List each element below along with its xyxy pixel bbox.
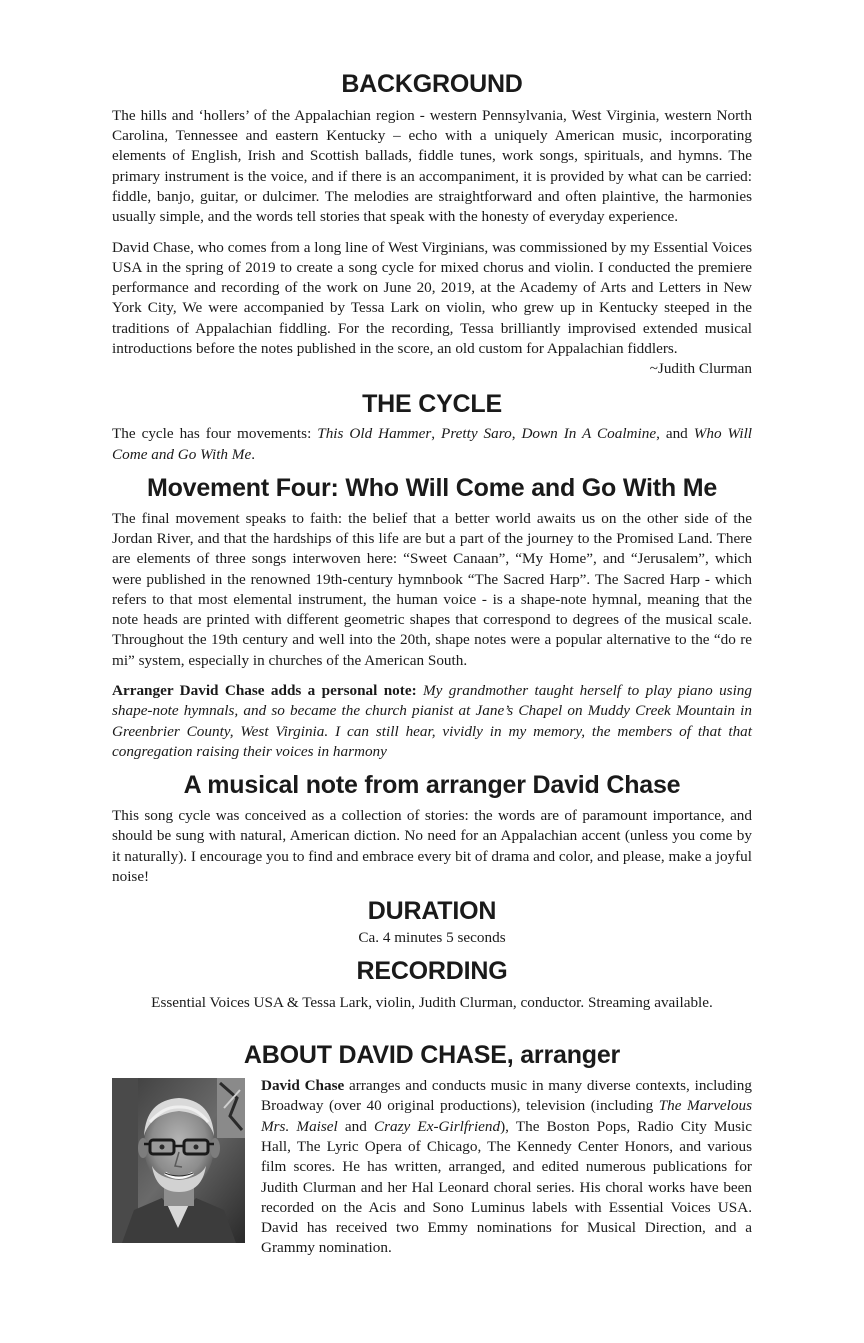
about-name: David Chase: [261, 1077, 345, 1095]
document-page: [112, 0, 752, 1259]
movement-title-2: Pretty Saro: [441, 425, 512, 443]
background-paragraph-1: The hills and ‘hollers’ of the Appalachian region - western Pennsylvania, West Virginia, western North Carolina, Tennessee and eastern Kentucky – echo with a uniquely American music, incorporating elements of English, Irish and Scottish ballads, fiddle tunes, work songs, spirituals, and hymns. The primary instrument is the voice, and if there is an accompaniment, it is provided by what can be carried: fiddle, banjo, guitar, or dulcimer. The melodies are straightforward and often plaintive, the harmonies usually simple, and the words tell stories that speak with the honesty of everyday experience.: [112, 106, 752, 226]
personal-note-text: My grandmother taught herself to play piano using shape-note hymnals, and so became the church pianist at Jane’s Chapel on Muddy Creek Mountain in Greenbrier County, West Virginia. I can still hear, vividly in my memory, the members of that that congregation raising their voices in harmony: [112, 682, 752, 760]
duration-heading: DURATION: [367, 897, 497, 926]
about-section: [112, 1076, 752, 1259]
personal-note-lead: Arranger David Chase adds a personal note:: [112, 682, 424, 700]
cycle-separator: ,: [431, 425, 442, 443]
cycle-end: .: [251, 445, 255, 463]
recording-text: Essential Voices USA & Tessa Lark, violin, Judith Clurman, conductor. Streaming available.: [151, 994, 713, 1011]
recording-heading: RECORDING: [356, 957, 508, 986]
background-heading: BACKGROUND: [341, 70, 523, 98]
movement-title-3: Down In A Coalmine: [521, 425, 657, 443]
about-text-1: arranges and conducts music in many diverse contexts, including Broadway (over 40 original productions), television (including: [261, 1077, 752, 1115]
tv-show-1: The Marvelous Mrs. Maisel: [261, 1097, 752, 1135]
movement-title-4: Who Will Come and Go With Me: [112, 425, 753, 463]
cycle-intro: The cycle has four movements:: [112, 425, 318, 443]
arranger-personal-note: [112, 681, 752, 762]
movement-title-1: This Old Hammer: [317, 425, 432, 443]
about-text-3: ), The Boston Pops, Radio City Music Hall, The Lyric Opera of Chicago, The Kennedy Center Honors, and various film scores. He has written, arranged, and edited numerous publications for Judith Clurman and her Hal Leonard choral series. His choral works have been recorded on the Acis and Sono Luminus labels with Essential Voices USA. David has received two Emmy nominations for Musical Direction, and a Grammy nomination.: [261, 1117, 752, 1257]
about-text-2: and: [337, 1117, 374, 1135]
cycle-paragraph: [112, 424, 752, 465]
movement-paragraph: The final movement speaks to faith: the belief that a better world awaits us on the other side of the Jordan River, and that the hardships of this life are but a part of the journey to the Promised Land. There are elements of three songs interwoven here: “Sweet Canaan”, “My Home”, and “Jerusalem”, which were published in the renowned 19th-century hymnbook “The Sacred Harp”. The Sacred Harp - which refers to that most elemental instrument, the human voice - is a shape-note hymnal, meaning that the note heads are printed with different geometric shapes that correspond to degrees of the musical scale. Throughout the 19th century and well into the 20th, shape notes were a popular alternative to the “do re mi” system, especially in churches of the American South.: [112, 509, 752, 669]
movement-four-heading: Movement Four: Who Will Come and Go With Me: [146, 473, 718, 502]
duration-text: Ca. 4 minutes 5 seconds: [358, 928, 506, 946]
background-paragraph-2: David Chase, who comes from a long line of West Virginians, was commissioned by my Essential Voices USA in the spring of 2019 to create a song cycle for mixed chorus and violin. I conducted the premiere performance and recording of the work on June 20, 2019, at the Academy of Arts and Letters in New York City, We were accompanied by Tessa Lark on violin, who grew up in Kentucky steeped in the traditions of Appalachian fiddling. For the recording, Tessa brilliantly improvised extended musical introductions before the notes published in the score, an old custom for Appalachian fiddlers.: [112, 238, 752, 358]
portrait-photo: [112, 1078, 245, 1243]
musical-note-heading: A musical note from arranger David Chase: [183, 771, 681, 800]
cycle-separator: ,: [511, 425, 522, 443]
tv-show-2: Crazy Ex-Girlfriend: [374, 1117, 501, 1135]
cycle-separator: , and: [656, 425, 694, 443]
background-signature: ~Judith Clurman: [649, 360, 752, 378]
about-heading: ABOUT DAVID CHASE, arranger: [243, 1041, 621, 1070]
musical-note-paragraph: This song cycle was conceived as a collection of stories: the words are of paramount importance, and should be sung with natural, American diction. No need for an Appalachian accent (unless you come by it naturally). I encourage you to find and embrace every bit of drama and color, and please, make a joyful noise!: [112, 807, 752, 885]
cycle-heading: THE CYCLE: [362, 389, 502, 418]
